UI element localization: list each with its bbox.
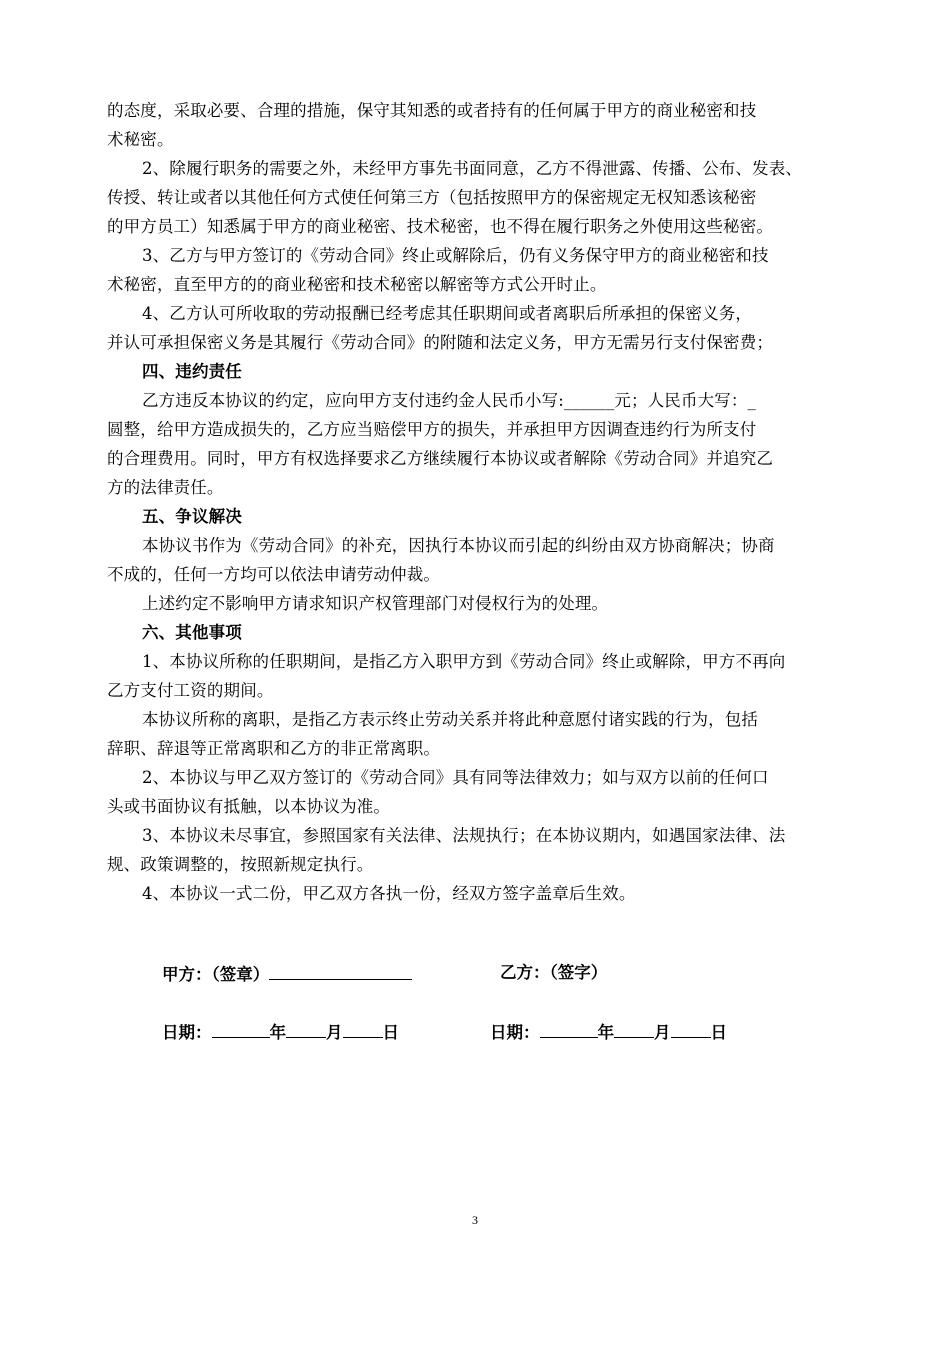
month-label: 月: [326, 1023, 343, 1042]
body-text-line: 传授、转让或者以其他任何方式使任何第三方（包括按照甲方的保密规定无权知悉该秘密: [107, 188, 757, 207]
body-text-line: 本协议书作为《劳动合同》的补充，因执行本协议而引起的纠纷由双方协商解决；协商: [142, 536, 775, 555]
party-a-signature-line: [269, 961, 412, 980]
body-text-line: 圆整，给甲方造成损失的，乙方应当赔偿甲方的损失，并承担甲方因调查违约行为所支付: [107, 420, 757, 439]
body-text-line: 4、乙方认可所收取的劳动报酬已经考虑其任职期间或者离职后所承担的保密义务，: [142, 304, 753, 323]
body-text-line: 4、本协议一式二份，甲乙双方各执一份，经双方签字盖章后生效。: [142, 884, 636, 903]
body-text-line: 并认可承担保密义务是其履行《劳动合同》的附随和法定义务，甲方无需另行支付保密费；: [107, 333, 773, 352]
party-a-date: [162, 1019, 399, 1043]
body-text-line: 的合理费用。同时，甲方有权选择要求乙方继续履行本协议或者解除《劳动合同》并追究乙: [107, 449, 773, 468]
body-text-line: 乙方支付工资的期间。: [107, 681, 274, 700]
party-a-label: 甲方：（签章）: [162, 965, 270, 984]
body-text-line: 2、除履行职务的需要之外，未经甲方事先书面同意，乙方不得泄露、传播、公布、发表、: [142, 159, 802, 178]
body-text-line: 方的法律责任。: [107, 478, 224, 497]
day-blank: [343, 1019, 383, 1038]
body-text-line: 的甲方员工）知悉属于甲方的商业秘密、技术秘密，也不得在履行职务之外使用这些秘密。: [107, 217, 773, 236]
day-blank: [671, 1019, 711, 1038]
body-text-line: 上述约定不影响甲方请求知识产权管理部门对侵权行为的处理。: [142, 594, 609, 613]
party-b-label: 乙方：（签字）: [500, 963, 608, 982]
section-heading: 四、违约责任: [142, 362, 242, 381]
body-text-line: 不成的，任何一方均可以依法申请劳动仲裁。: [107, 565, 440, 584]
document-body: [107, 96, 847, 908]
body-text-line: 规、政策调整的，按照新规定执行。: [107, 855, 374, 874]
month-blank: [614, 1019, 654, 1038]
body-text-line: 头或书面协议有抵触，以本协议为准。: [107, 797, 391, 816]
day-label: 日: [382, 1023, 399, 1042]
party-b-date: [490, 1019, 727, 1043]
year-label: 年: [597, 1023, 614, 1042]
body-text-line: 2、本协议与甲乙双方签订的《劳动合同》具有同等法律效力；如与双方以前的任何口: [142, 768, 769, 787]
date-label: 日期：: [490, 1023, 540, 1042]
body-text-line: 3、乙方与甲方签订的《劳动合同》终止或解除后，仍有义务保守甲方的商业秘密和技: [142, 246, 769, 265]
body-text-line: 术秘密，直至甲方的的商业秘密和技术秘密以解密等方式公开时止。: [107, 275, 607, 294]
body-text-line: 的态度，采取必要、合理的措施，保守其知悉的或者持有的任何属于甲方的商业秘密和技: [107, 101, 757, 120]
month-label: 月: [654, 1023, 671, 1042]
section-heading: 六、其他事项: [142, 623, 242, 642]
body-text-line: 本协议所称的离职，是指乙方表示终止劳动关系并将此种意愿付诸实践的行为，包括: [142, 710, 759, 729]
month-blank: [286, 1019, 326, 1038]
body-text-line: 3、本协议未尽事宜，参照国家有关法律、法规执行；在本协议期内，如遇国家法律、法: [142, 826, 786, 845]
party-a-signature: [162, 961, 412, 985]
section-heading: 五、争议解决: [142, 507, 242, 526]
body-text-line: 术秘密。: [107, 130, 174, 149]
year-blank: [212, 1019, 270, 1038]
page-number: 3: [472, 1213, 478, 1227]
body-text-line: 乙方违反本协议的约定，应向甲方支付违约金人民币小写:______元；人民币大写：_: [142, 391, 756, 410]
date-label: 日期：: [162, 1023, 212, 1042]
year-blank: [540, 1019, 598, 1038]
day-label: 日: [710, 1023, 727, 1042]
year-label: 年: [269, 1023, 286, 1042]
party-b-signature: [500, 961, 607, 985]
body-text-line: 1、本协议所称的任职期间，是指乙方入职甲方到《劳动合同》终止或解除，甲方不再向: [142, 652, 786, 671]
body-text-line: 辞职、辞退等正常离职和乙方的非正常离职。: [107, 739, 440, 758]
